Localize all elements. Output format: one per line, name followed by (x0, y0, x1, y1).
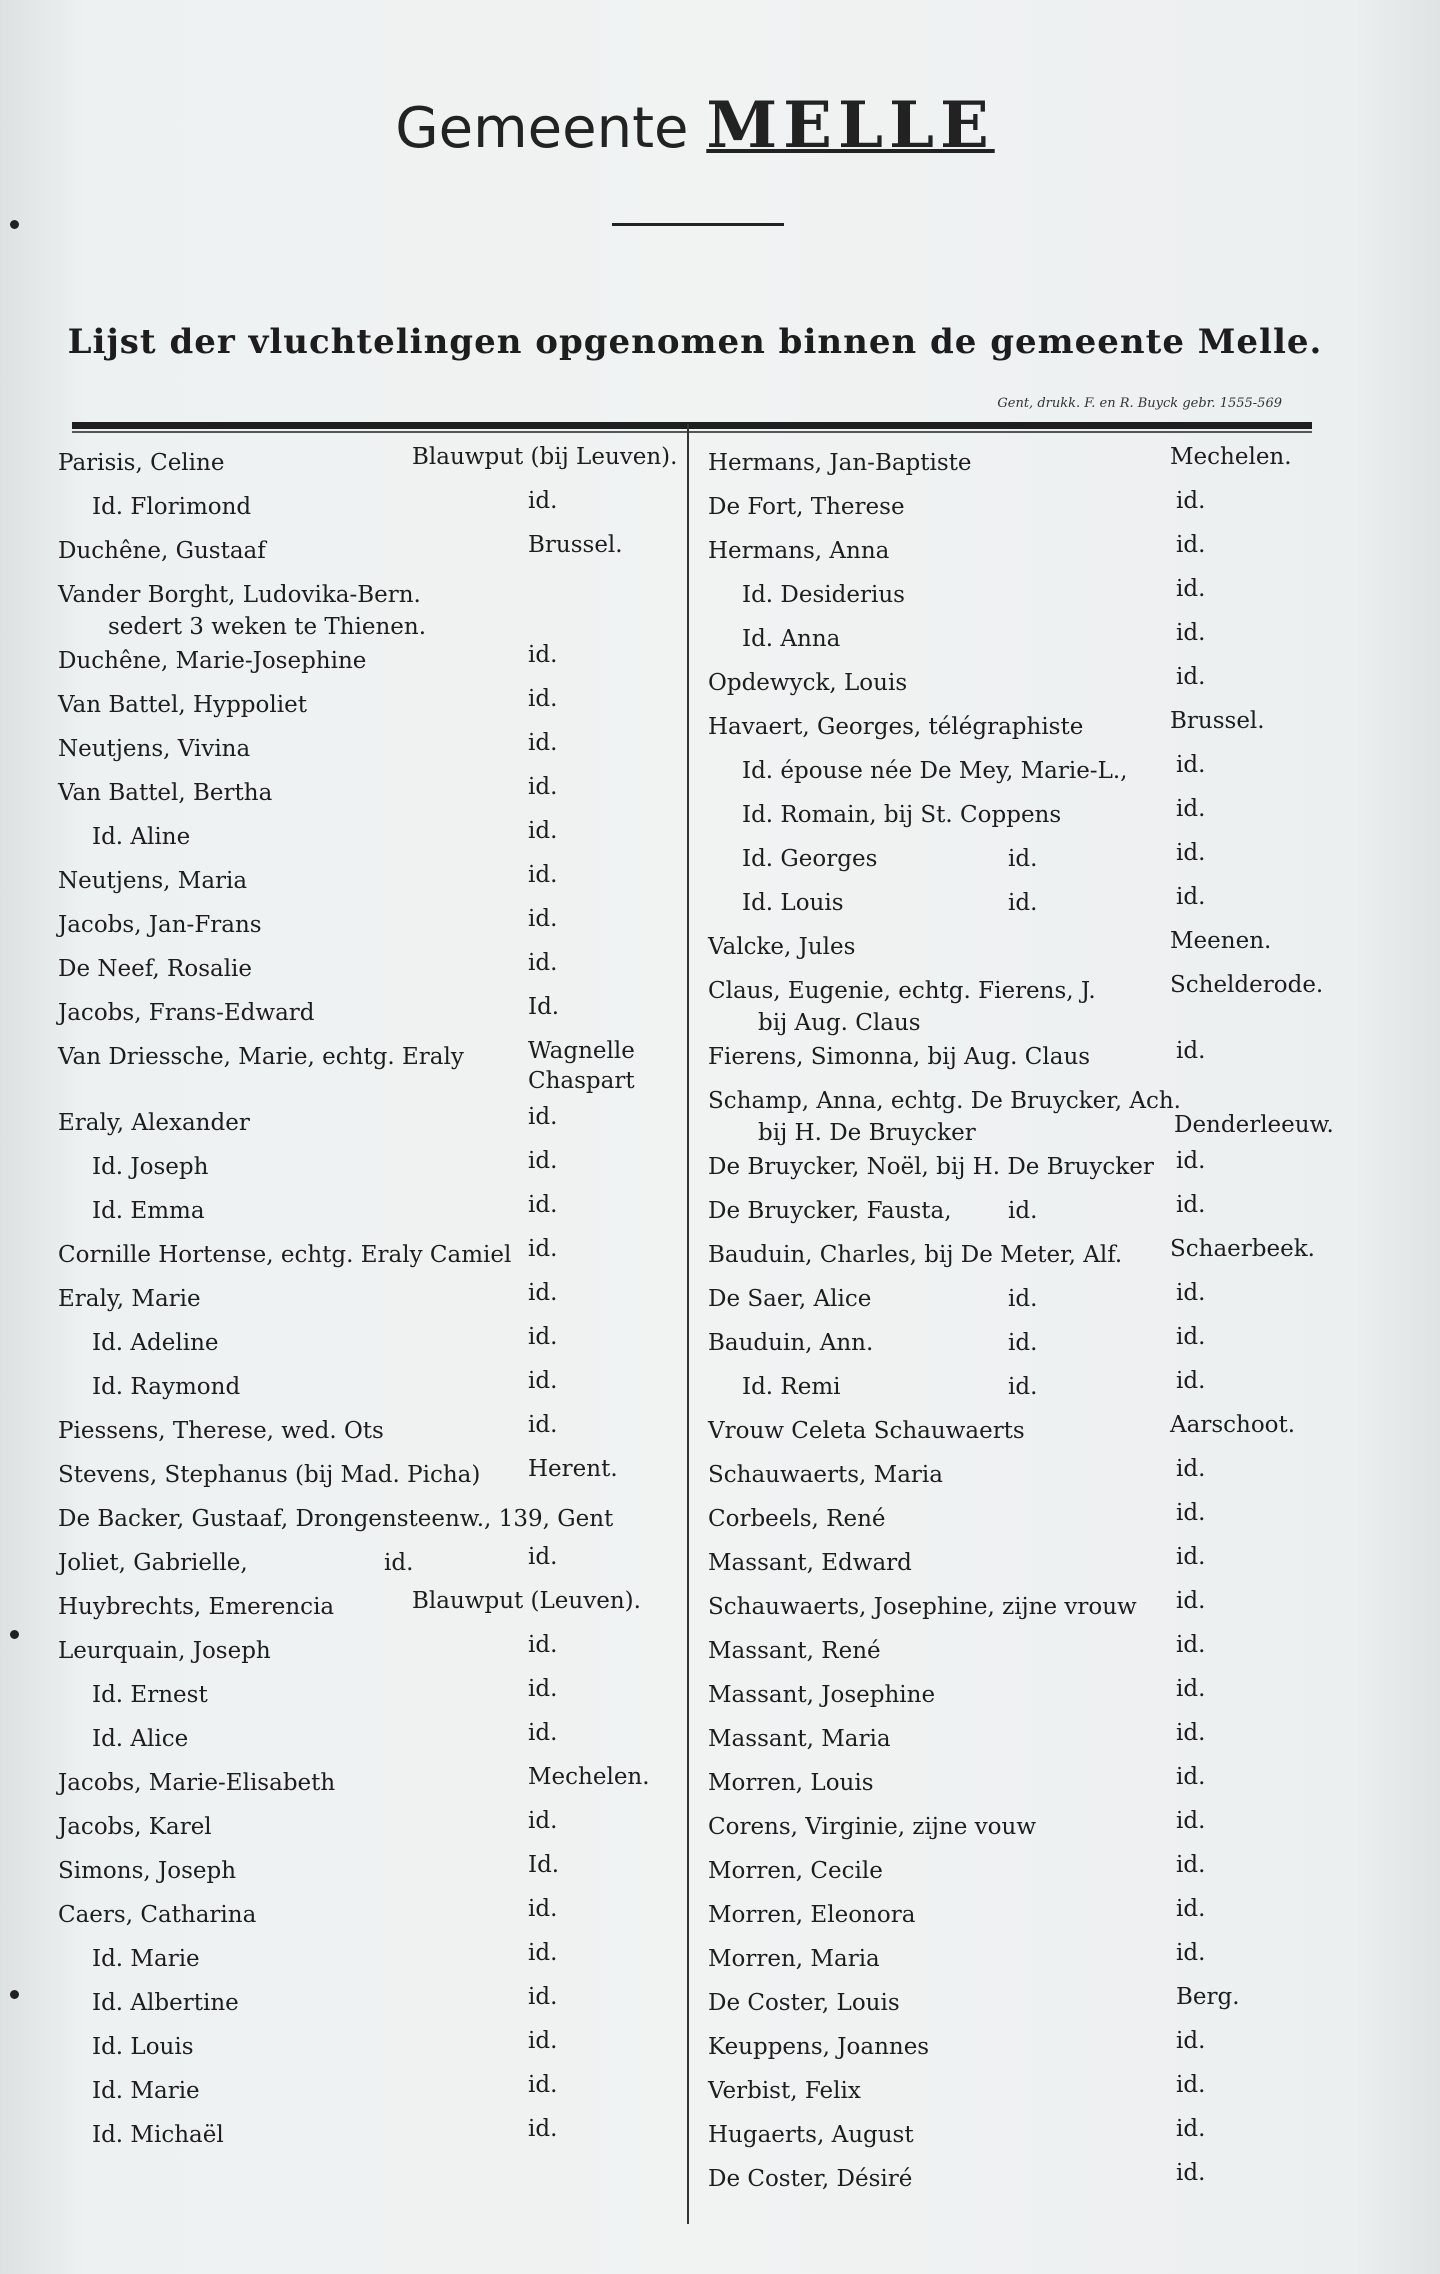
origin-place: id. (1176, 2028, 1206, 2054)
origin-place: id. (528, 1676, 558, 1702)
origin-place: id. (528, 1632, 558, 1658)
origin-place: id. (1176, 576, 1206, 602)
list-item (708, 2116, 1320, 2164)
refugee-name: De Bruycker, Fausta, (708, 1198, 952, 1224)
list-item (58, 730, 684, 778)
origin-place: id. (1176, 1808, 1206, 1834)
list-item (58, 1852, 684, 1900)
list-item (58, 994, 684, 1042)
origin-place: Mechelen. (1170, 444, 1292, 470)
list-item (708, 708, 1320, 756)
origin-place: id. (1176, 488, 1206, 514)
refugee-name: Duchêne, Marie-Josephine (58, 648, 367, 674)
list-item (58, 1148, 684, 1196)
list-item (58, 950, 684, 998)
refugee-note: bij H. De Bruycker (758, 1120, 976, 1146)
refugee-name: Id. Aline (92, 824, 191, 850)
refugee-name: Corbeels, René (708, 1506, 886, 1532)
list-item (58, 580, 684, 646)
origin-place: id. (1176, 1500, 1206, 1526)
list-item (708, 840, 1320, 888)
list-item (708, 1808, 1320, 1856)
origin-place: id. (1176, 796, 1206, 822)
refugee-name: De Fort, Therese (708, 494, 905, 520)
origin-place: id. (1176, 1940, 1206, 1966)
refugee-name: De Backer, Gustaaf, Drongensteenw., 139, Gent (58, 1506, 614, 1532)
origin-place: id. (528, 774, 558, 800)
refugee-name: Id. Ernest (92, 1682, 208, 1708)
list-item (58, 1104, 684, 1152)
origin-place: Schelderode. (1170, 972, 1324, 998)
origin-place: id. (1176, 1588, 1206, 1614)
list-item (58, 774, 684, 822)
origin-place: id. (528, 950, 558, 976)
origin-place: id. (1176, 620, 1206, 646)
origin-place: Blauwput (Leuven). (412, 1588, 641, 1614)
refugee-name: De Saer, Alice (708, 1286, 872, 1312)
refugee-name: Jacobs, Marie-Elisabeth (58, 1770, 336, 1796)
list-item (58, 1038, 684, 1108)
list-item (708, 1368, 1320, 1416)
list-item (58, 906, 684, 954)
list-item (58, 444, 684, 492)
list-item (58, 818, 684, 866)
refugee-name: Simons, Joseph (58, 1858, 237, 1884)
origin-place: id. (528, 1368, 558, 1394)
origin-place: id. (528, 1280, 558, 1306)
list-item (58, 1808, 684, 1856)
printer-imprint: Gent, drukk. F. en R. Buyck gebr. 1555-569 (997, 396, 1282, 411)
refugee-name: Jacobs, Jan-Frans (58, 912, 262, 938)
refugee-name: Massant, Maria (708, 1726, 891, 1752)
list-item (708, 796, 1320, 844)
ditto-mark: id. (1008, 1330, 1038, 1356)
origin-place: id. (528, 642, 558, 668)
refugee-name: Id. Marie (92, 2078, 200, 2104)
header-rule (72, 422, 1312, 429)
refugee-name: Morren, Maria (708, 1946, 880, 1972)
list-item (58, 2072, 684, 2120)
refugee-name: Eraly, Alexander (58, 1110, 250, 1136)
origin-place-line2: Denderleeuw. (1174, 1112, 1334, 1138)
binder-hole (10, 220, 19, 229)
refugee-name: Cornille Hortense, echtg. Eraly Camiel (58, 1242, 512, 1268)
refugee-name: Duchêne, Gustaaf (58, 538, 266, 564)
page-title (0, 88, 1390, 163)
list-item (58, 532, 684, 580)
ditto-mark: id. (1008, 846, 1038, 872)
origin-place: id. (1176, 752, 1206, 778)
list-item (708, 752, 1320, 800)
list-item (58, 1456, 684, 1504)
list-item (58, 1896, 684, 1944)
list-item (708, 1280, 1320, 1328)
refugee-name: Massant, René (708, 1638, 881, 1664)
refugee-name: Id. Adeline (92, 1330, 219, 1356)
origin-place: id. (528, 1192, 558, 1218)
refugee-name: Van Battel, Hyppoliet (58, 692, 307, 718)
list-item (58, 1368, 684, 1416)
refugee-name: Havaert, Georges, télégraphiste (708, 714, 1084, 740)
list-item (708, 532, 1320, 580)
list-item (708, 1984, 1320, 2032)
origin-place: Berg. (1176, 1984, 1240, 2010)
origin-place: id. (1176, 884, 1206, 910)
origin-place: id. (1176, 1896, 1206, 1922)
list-item (708, 664, 1320, 712)
binder-hole (10, 1630, 19, 1639)
list-item (708, 1148, 1320, 1196)
ditto-mark: id. (1008, 890, 1038, 916)
title-rule (612, 223, 784, 226)
origin-place: id. (1176, 1192, 1206, 1218)
origin-place: id. (1176, 1148, 1206, 1174)
refugee-name: Caers, Catharina (58, 1902, 257, 1928)
list-item (58, 1984, 684, 2032)
ditto-mark: id. (1008, 1198, 1038, 1224)
origin-place: id. (1176, 1720, 1206, 1746)
origin-place: id. (1176, 840, 1206, 866)
refugee-name: Id. Raymond (92, 1374, 241, 1400)
refugee-name: Id. Louis (92, 2034, 194, 2060)
origin-place: id. (1176, 664, 1206, 690)
list-item (708, 1236, 1320, 1284)
origin-place: Wagnelle (528, 1038, 635, 1064)
column-divider (687, 424, 689, 2224)
refugee-name: Id. Romain, bij St. Coppens (742, 802, 1062, 828)
refugee-name: Bauduin, Ann. (708, 1330, 874, 1356)
origin-place: id. (1176, 1764, 1206, 1790)
refugee-name: Van Battel, Bertha (58, 780, 273, 806)
origin-place: id. (528, 686, 558, 712)
list-item (708, 884, 1320, 932)
origin-place: id. (528, 730, 558, 756)
list-item (708, 1764, 1320, 1812)
refugee-name: Id. Anna (742, 626, 841, 652)
refugee-name: Opdewyck, Louis (708, 670, 908, 696)
subtitle: Lijst der vluchtelingen opgenomen binnen de gemeente Melle. (67, 322, 1323, 362)
list-item (708, 1896, 1320, 1944)
origin-place: Schaerbeek. (1170, 1236, 1315, 1262)
list-item (58, 1940, 684, 1988)
list-item (708, 1940, 1320, 1988)
list-item (58, 1632, 684, 1680)
origin-place: id. (528, 2072, 558, 2098)
refugee-name: Id. Joseph (92, 1154, 209, 1180)
refugee-name: Schauwaerts, Maria (708, 1462, 943, 1488)
list-item (708, 2072, 1320, 2120)
origin-place: id. (1176, 1852, 1206, 1878)
origin-place: id. (528, 2116, 558, 2142)
list-item (708, 1588, 1320, 1636)
origin-place: id. (528, 862, 558, 888)
refugee-name: Bauduin, Charles, bij De Meter, Alf. (708, 1242, 1123, 1268)
refugee-name: Jacobs, Frans-Edward (58, 1000, 315, 1026)
list-item (708, 1676, 1320, 1724)
origin-place: id. (528, 1148, 558, 1174)
refugee-name: Hermans, Jan-Baptiste (708, 450, 972, 476)
list-item (708, 928, 1320, 976)
origin-place: id. (1176, 1676, 1206, 1702)
origin-place: id. (528, 818, 558, 844)
title-prefix: Gemeente (395, 96, 689, 161)
refugee-name: Fierens, Simonna, bij Aug. Claus (708, 1044, 1091, 1070)
origin-place: id. (1176, 1280, 1206, 1306)
refugee-name: Id. Louis (742, 890, 844, 916)
list-item (708, 488, 1320, 536)
refugee-name: Hermans, Anna (708, 538, 890, 564)
refugee-name: De Coster, Louis (708, 1990, 900, 2016)
refugee-name: De Bruycker, Noël, bij H. De Bruycker (708, 1154, 1154, 1180)
list-item (58, 1764, 684, 1812)
list-item (58, 488, 684, 536)
refugee-name: Id. Emma (92, 1198, 205, 1224)
refugee-name: Schamp, Anna, echtg. De Bruycker, Ach. (708, 1088, 1181, 1114)
origin-place: Mechelen. (528, 1764, 650, 1790)
list-item (708, 1412, 1320, 1460)
refugee-name: Keuppens, Joannes (708, 2034, 930, 2060)
refugee-name: Neutjens, Vivina (58, 736, 251, 762)
refugee-name: Id. Michaël (92, 2122, 224, 2148)
left-column (58, 444, 684, 2164)
refugee-name: Vrouw Celeta Schauwaerts (708, 1418, 1025, 1444)
list-item (58, 1412, 684, 1460)
origin-place: id. (528, 1236, 558, 1262)
refugee-name: Id. Georges (742, 846, 878, 872)
list-item (58, 1588, 684, 1636)
list-item (708, 1324, 1320, 1372)
list-item (58, 1324, 684, 1372)
origin-place: id. (1176, 2116, 1206, 2142)
refugee-note: bij Aug. Claus (758, 1010, 921, 1036)
refugee-note: sedert 3 weken te Thienen. (108, 614, 427, 640)
origin-place: Blauwput (bij Leuven). (412, 444, 678, 470)
refugee-name: Huybrechts, Emerencia (58, 1594, 335, 1620)
origin-place: Brussel. (1170, 708, 1265, 734)
origin-place: id. (1176, 1632, 1206, 1658)
title-place: MELLE (706, 88, 995, 163)
list-item (58, 1504, 684, 1548)
refugee-name: Id. épouse née De Mey, Marie-L., (742, 758, 1128, 784)
refugee-name: Massant, Josephine (708, 1682, 936, 1708)
origin-place: Brussel. (528, 532, 623, 558)
origin-place: id. (528, 1324, 558, 1350)
refugee-name: Parisis, Celine (58, 450, 225, 476)
refugee-name: Piessens, Therese, wed. Ots (58, 1418, 384, 1444)
refugee-name: Schauwaerts, Josephine, zijne vrouw (708, 1594, 1137, 1620)
origin-place: id. (528, 1720, 558, 1746)
refugee-name: Jacobs, Karel (58, 1814, 212, 1840)
list-item (708, 1852, 1320, 1900)
list-item (708, 1456, 1320, 1504)
list-item (58, 1676, 684, 1724)
origin-place-line2: Chaspart (528, 1068, 635, 1094)
binder-hole (10, 1990, 19, 1999)
origin-place: id. (1176, 532, 1206, 558)
list-item (708, 1500, 1320, 1548)
origin-place: Aarschoot. (1170, 1412, 1296, 1438)
origin-place: Meenen. (1170, 928, 1272, 954)
origin-place: id. (528, 1544, 558, 1570)
origin-place: id. (528, 906, 558, 932)
list-item (708, 620, 1320, 668)
origin-place: id. (528, 1808, 558, 1834)
origin-place: id. (528, 1104, 558, 1130)
refugee-name: Neutjens, Maria (58, 868, 248, 894)
origin-place: id. (1176, 2160, 1206, 2186)
list-item (58, 2028, 684, 2076)
list-item (58, 686, 684, 734)
list-item (708, 1086, 1334, 1152)
list-item (708, 2028, 1320, 2076)
list-item (708, 444, 1320, 492)
origin-place: id. (1176, 1324, 1206, 1350)
refugee-name: De Neef, Rosalie (58, 956, 253, 982)
origin-place: id. (528, 1940, 558, 1966)
list-item (58, 642, 684, 690)
right-column (708, 444, 1334, 2208)
refugee-name: De Coster, Désiré (708, 2166, 913, 2192)
refugee-name: Claus, Eugenie, echtg. Fierens, J. (708, 978, 1096, 1004)
ditto-mark: id. (384, 1550, 414, 1576)
refugee-name: Leurquain, Joseph (58, 1638, 271, 1664)
refugee-name: Hugaerts, August (708, 2122, 914, 2148)
origin-place: id. (1176, 1368, 1206, 1394)
origin-place: id. (528, 1896, 558, 1922)
refugee-name: Morren, Louis (708, 1770, 874, 1796)
origin-place: id. (528, 1412, 558, 1438)
list-item (58, 2116, 684, 2164)
refugee-name: Stevens, Stephanus (bij Mad. Picha) (58, 1462, 481, 1488)
list-item (58, 1192, 684, 1240)
origin-place: id. (528, 1984, 558, 2010)
origin-place: id. (1176, 1456, 1206, 1482)
refugee-name: Id. Remi (742, 1374, 841, 1400)
origin-place: id. (1176, 1544, 1206, 1570)
list-item (708, 576, 1320, 624)
refugee-name: Id. Albertine (92, 1990, 239, 2016)
list-item (58, 1544, 684, 1592)
refugee-name: Corens, Virginie, zijne vouw (708, 1814, 1037, 1840)
refugee-name: Joliet, Gabrielle, (58, 1550, 248, 1576)
refugee-name: Eraly, Marie (58, 1286, 201, 1312)
header-rule-thin (72, 431, 1312, 433)
ditto-mark: id. (1008, 1374, 1038, 1400)
origin-place: id. (1176, 2072, 1206, 2098)
refugee-name: Id. Alice (92, 1726, 189, 1752)
list-item (708, 1720, 1320, 1768)
refugee-name: Id. Marie (92, 1946, 200, 1972)
refugee-name: Massant, Edward (708, 1550, 912, 1576)
origin-place: id. (1176, 1038, 1206, 1064)
list-item (58, 1720, 684, 1768)
list-item (708, 1544, 1320, 1592)
list-item (708, 972, 1324, 1042)
origin-place: Herent. (528, 1456, 618, 1482)
origin-place: id. (528, 2028, 558, 2054)
refugee-name: Valcke, Jules (708, 934, 856, 960)
origin-place: id. (528, 488, 558, 514)
list-item (708, 1038, 1320, 1086)
ditto-mark: id. (1008, 1286, 1038, 1312)
refugee-name: Morren, Cecile (708, 1858, 883, 1884)
list-item (58, 862, 684, 910)
list-item (708, 1632, 1320, 1680)
origin-place: Id. (528, 994, 560, 1020)
list-item (58, 1280, 684, 1328)
refugee-name: Id. Florimond (92, 494, 252, 520)
refugee-name: Verbist, Felix (708, 2078, 861, 2104)
origin-place: Id. (528, 1852, 560, 1878)
list-item (58, 1236, 684, 1284)
refugee-name: Id. Desiderius (742, 582, 905, 608)
list-item (708, 1192, 1320, 1240)
refugee-name: Van Driessche, Marie, echtg. Eraly (58, 1044, 464, 1070)
refugee-name: Vander Borght, Ludovika-Bern. (58, 582, 421, 608)
refugee-name: Morren, Eleonora (708, 1902, 916, 1928)
list-item (708, 2160, 1320, 2208)
